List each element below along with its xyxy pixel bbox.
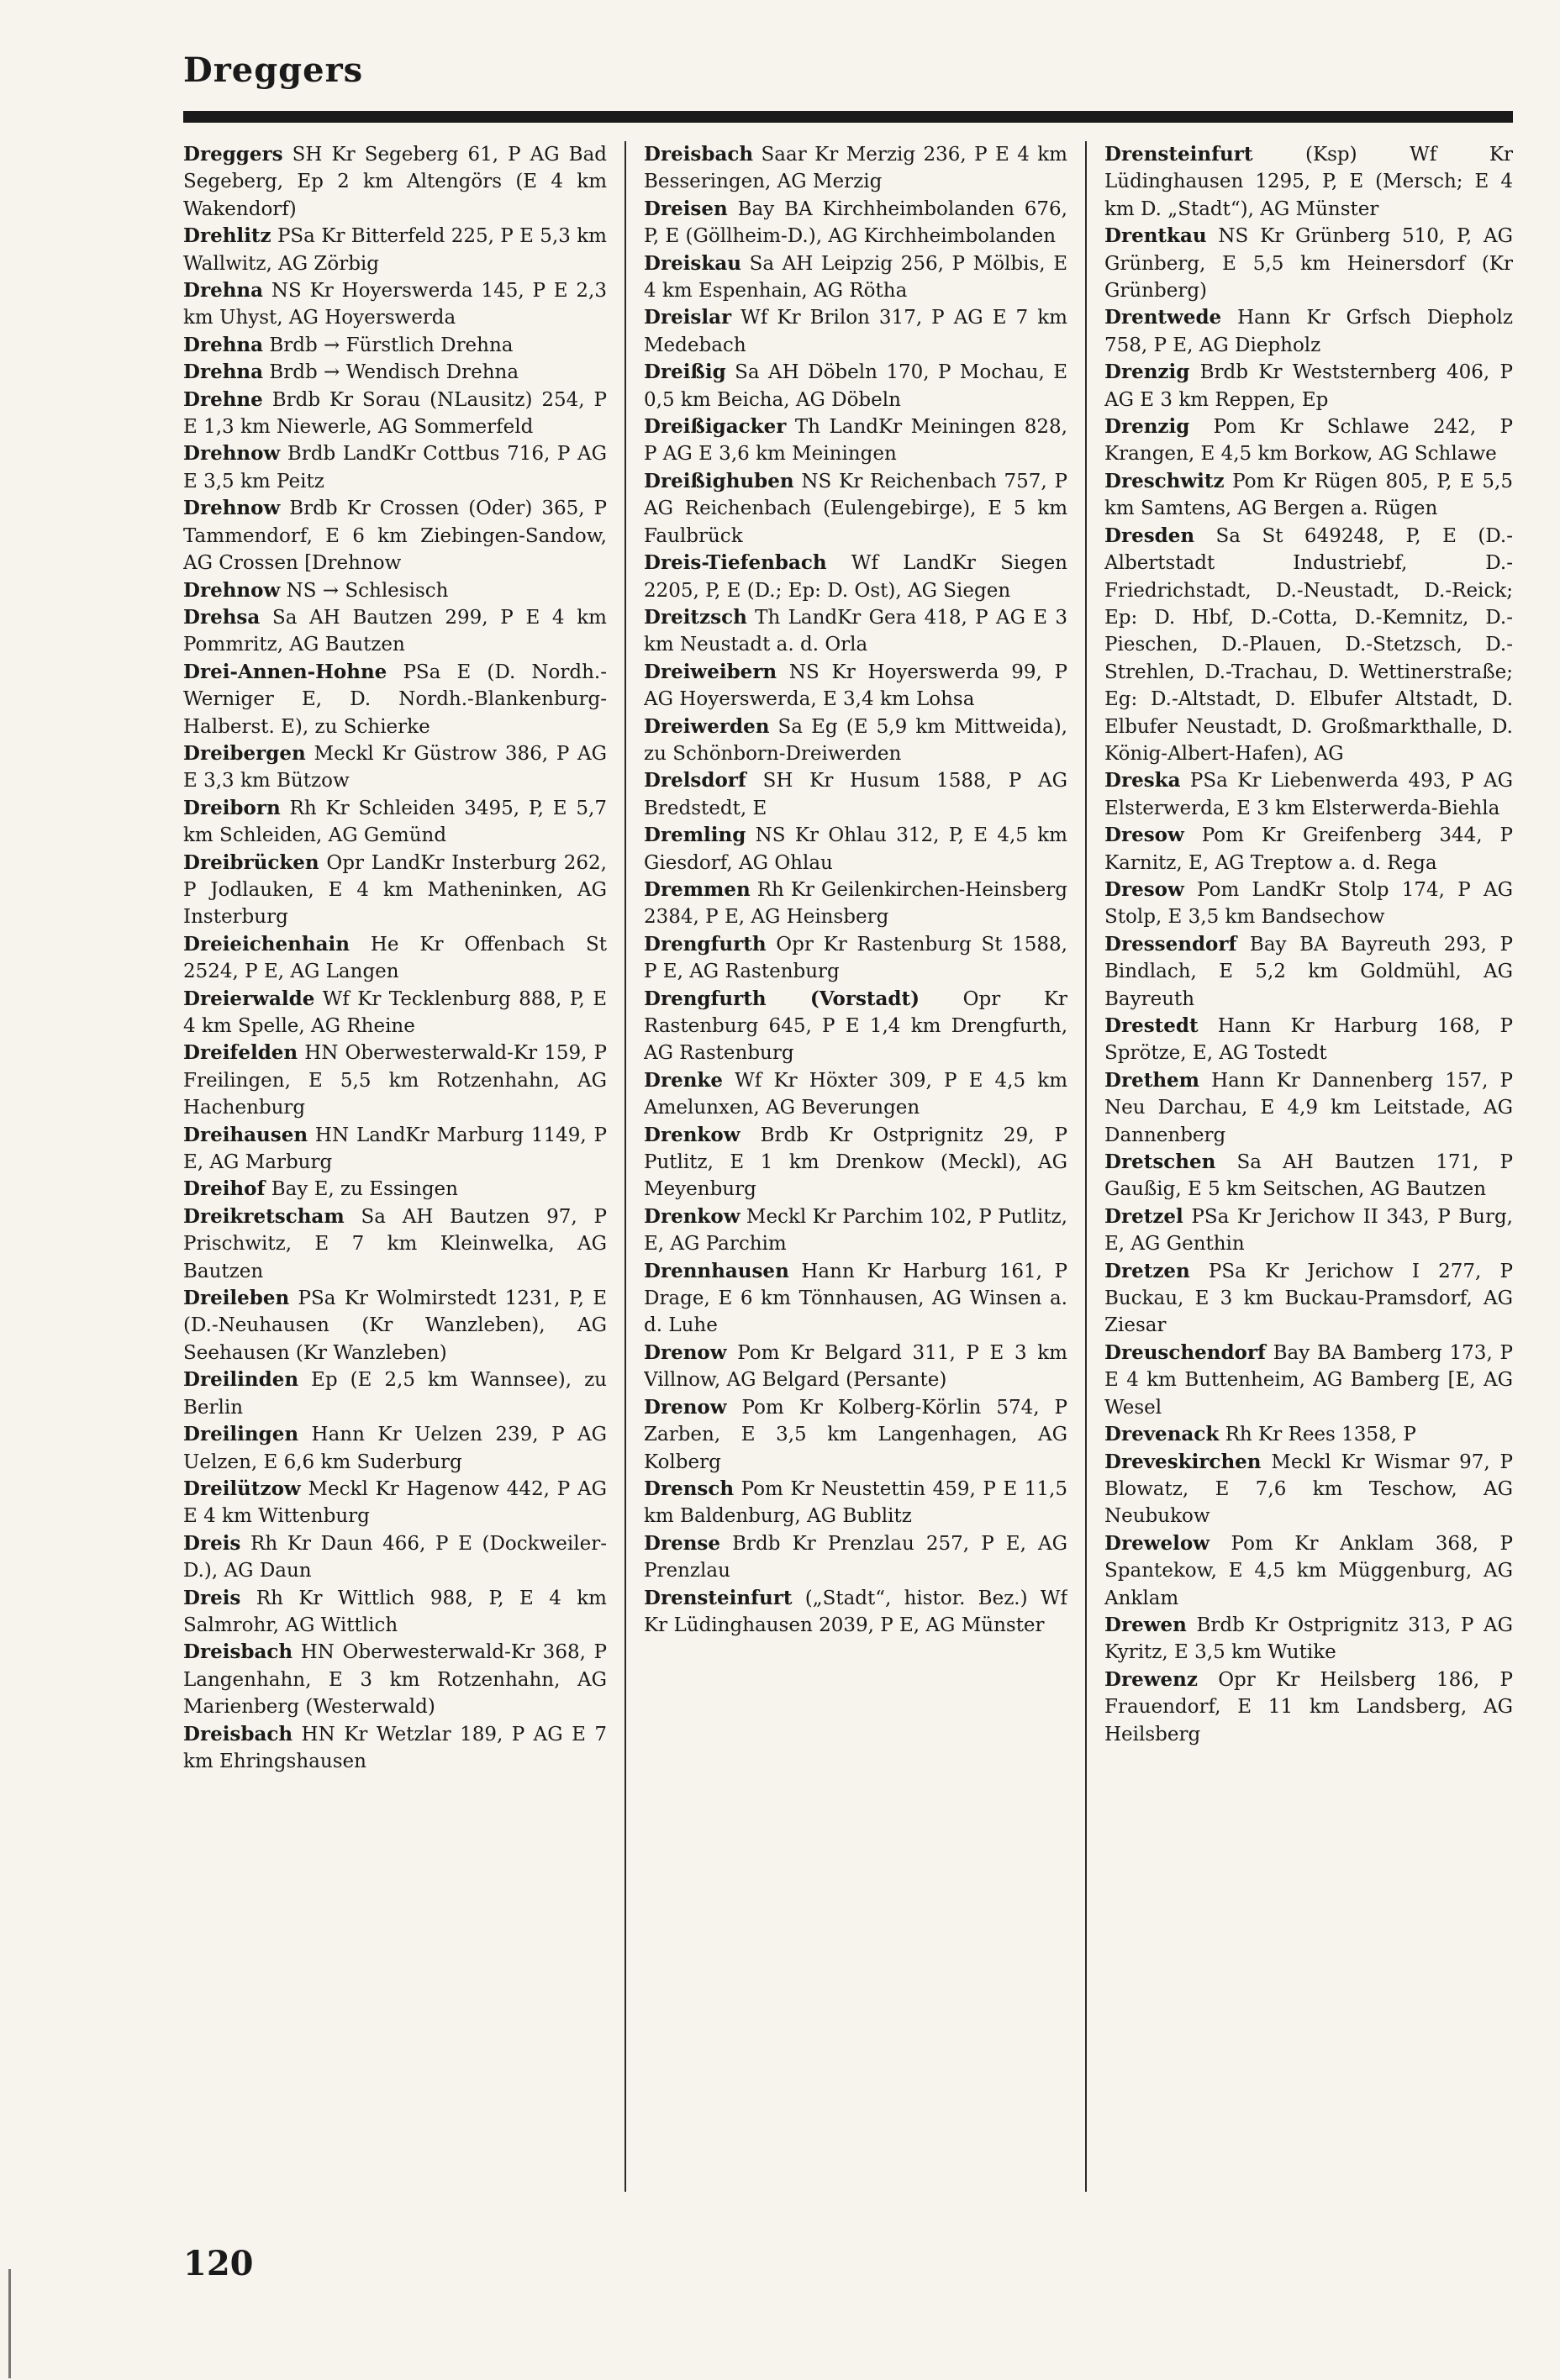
entry-headword: Drenkow xyxy=(644,1123,740,1146)
entry-text: Brdb Kr Sorau (NLausitz) 254, P E 1,3 km Niewerle, AG Sommerfeld xyxy=(183,388,607,439)
gazetteer-entry xyxy=(1104,304,1513,359)
gazetteer-entry xyxy=(1104,1530,1513,1612)
entry-headword: Dreveskirchen xyxy=(1104,1450,1262,1473)
entry-text: He Kr Offenbach St 2524, P E, AG Langen xyxy=(183,933,607,983)
entry-headword: Dreiborn xyxy=(183,796,281,819)
page-header xyxy=(0,0,1560,126)
entry-headword: Drethem xyxy=(1104,1068,1200,1092)
entry-headword: Dreihausen xyxy=(183,1123,308,1146)
entry-headword: Dreibergen xyxy=(183,741,306,765)
gazetteer-entry xyxy=(183,1176,607,1203)
entry-text: PSa Kr Jerichow II 343, P Burg, E, AG Genthin xyxy=(1104,1205,1513,1256)
entry-headword: Dretzel xyxy=(1104,1204,1183,1228)
gazetteer-entry xyxy=(644,659,1067,713)
entry-text: Opr Kr Rastenburg 645, P E 1,4 km Drengfurth, AG Rastenburg xyxy=(644,987,1067,1065)
entry-headword: Dreuschendorf xyxy=(1104,1340,1266,1364)
gazetteer-entry xyxy=(183,659,607,740)
entry-headword: Dreikretscham xyxy=(183,1204,345,1228)
entry-headword: Dresow xyxy=(1104,824,1184,847)
entry-headword: Dreisen xyxy=(644,197,728,220)
entry-text: Brdb Kr Weststernberg 406, P AG E 3 km Reppen, Ep xyxy=(1104,361,1513,411)
entry-text: Opr Kr Rastenburg St 1588, P E, AG Rastenburg xyxy=(644,933,1067,983)
entry-text: SH Kr Segeberg 61, P AG Bad Segeberg, Ep 2 km Altengörs (E 4 km Wakendorf) xyxy=(183,144,607,220)
entry-text: Wf LandKr Siegen 2205, P, E (D.; Ep: D. Ost), AG Siegen xyxy=(644,552,1067,602)
entry-headword: Dreifelden xyxy=(183,1041,298,1065)
gazetteer-entry xyxy=(183,1476,607,1530)
gazetteer-entry xyxy=(644,604,1067,659)
entry-text: Brdb Kr Ostprignitz 29, P Putlitz, E 1 km Drenkow (Meckl), AG Meyenburg xyxy=(644,1124,1067,1201)
entry-headword: Drenzig xyxy=(1104,361,1190,384)
entry-text: Bay BA Bayreuth 293, P Bindlach, E 5,2 km Goldmühl, AG Bayreuth xyxy=(1104,933,1513,1010)
entry-text: NS Kr Ohlau 312, P, E 4,5 km Giesdorf, AG Ohlau xyxy=(644,824,1067,874)
entry-headword: Drensteinfurt xyxy=(644,1586,793,1609)
entry-headword: Dreibrücken xyxy=(183,850,319,874)
gazetteer-entry xyxy=(644,822,1067,877)
entry-headword: Drenkow xyxy=(644,1204,740,1228)
gazetteer-entry xyxy=(183,986,607,1040)
entry-text: Pom Kr Schlawe 242, P Krangen, E 4,5 km Borkow, AG Schlawe xyxy=(1104,416,1513,466)
entry-headword: Dreis xyxy=(183,1586,241,1609)
column-divider xyxy=(1085,141,1087,2192)
entry-text: HN Oberwesterwald-Kr 368, P Langenhahn, E 3 km Rotzenhahn, AG Marienberg (Westerwald) xyxy=(183,1641,607,1719)
column-3 xyxy=(1104,141,1513,2217)
entry-headword: Dretschen xyxy=(1104,1151,1216,1174)
entry-headword: Dreierwalde xyxy=(183,987,315,1010)
gazetteer-entry xyxy=(183,1530,607,1585)
gazetteer-entry xyxy=(1104,1258,1513,1340)
gazetteer-entry xyxy=(1104,223,1513,304)
entry-text: Meckl Kr Hagenow 442, P AG E 4 km Wittenburg xyxy=(183,1477,607,1528)
gazetteer-entry xyxy=(183,387,607,441)
entry-text: PSa Kr Liebenwerda 493, P AG Elsterwerda, E 3 km Elsterwerda-Biehla xyxy=(1104,770,1513,819)
entry-headword: Dremling xyxy=(644,824,746,847)
entry-headword: Drehna xyxy=(183,333,264,356)
entry-headword: Dreieichenhain xyxy=(183,932,350,956)
entry-headword: Dressendorf xyxy=(1104,932,1237,956)
entry-headword: Dreggers xyxy=(183,143,283,166)
page-number: 120 xyxy=(183,2244,254,2283)
gazetteer-entry xyxy=(644,1203,1067,1258)
gazetteer-entry xyxy=(1104,1421,1513,1448)
entry-text: Hann Kr Dannenberg 157, P Neu Darchau, E 4,9 km Leitstade, AG Dannenberg xyxy=(1104,1069,1513,1146)
entry-headword: Drennhausen xyxy=(644,1259,789,1282)
entry-text: HN Kr Wetzlar 189, P AG E 7 km Ehringshausen xyxy=(183,1723,607,1772)
gazetteer-entry xyxy=(183,1639,607,1720)
entry-headword: Dreileben xyxy=(183,1287,290,1310)
running-head: Dreggers xyxy=(183,50,364,90)
gazetteer-entry xyxy=(644,1476,1067,1530)
entry-text: Brdb Kr Crossen (Oder) 365, P Tammendorf, E 6 km Ziebingen-Sandow, AG Crossen [Drehnow xyxy=(183,498,607,575)
gazetteer-entry xyxy=(183,1585,607,1640)
entry-text: Pom Kr Anklam 368, P Spantekow, E 4,5 km Müggenburg, AG Anklam xyxy=(1104,1532,1513,1609)
entry-text: Hann Kr Harburg 161, P Drage, E 6 km Tönnhausen, AG Winsen a. d. Luhe xyxy=(644,1260,1067,1337)
entry-text: Wf Kr Brilon 317, P AG E 7 km Medebach xyxy=(644,307,1067,356)
entry-text: Sa St 649248, P, E (D.-Albertstadt Industriebf, D.-Friedrichstadt, D.-Neustadt, D.-Reick; Ep: D. Hbf, D.-Cotta, D.-Kemnitz, D.-Pieschen, D.-Plauen, D.-Stetzsch, D.-Strehlen, D.-Trachau, D. Wettinerstraße; Eg: D.-Altstadt, D. Elbufer Altstadt, D. Elbufer Neustadt, D. Großmarkthalle, D. König-Albert-Hafen), AG xyxy=(1104,524,1513,765)
entry-text: Hann Kr Harburg 168, P Sprötze, E, AG Tostedt xyxy=(1104,1015,1513,1065)
entry-text: Brdb Kr Ostprignitz 313, P AG Kyritz, E 3,5 km Wutike xyxy=(1104,1614,1513,1664)
entry-text: Hann Kr Grfsch Diepholz 758, P E, AG Diepholz xyxy=(1104,307,1513,356)
gazetteer-entry xyxy=(1104,767,1513,822)
entry-text: SH Kr Husum 1588, P AG Bredstedt, E xyxy=(644,770,1067,819)
entry-text: Meckl Kr Güstrow 386, P AG E 3,3 km Bützow xyxy=(183,742,607,792)
gazetteer-entry xyxy=(644,196,1067,250)
entry-headword: Dreilingen xyxy=(183,1423,299,1446)
gazetteer-entry xyxy=(183,577,607,604)
entry-headword: Drestedt xyxy=(1104,1014,1199,1037)
entry-headword: Dresden xyxy=(1104,524,1195,547)
gazetteer-entry xyxy=(183,332,607,359)
entry-text: Pom Kr Belgard 311, P E 3 km Villnow, AG Belgard (Persante) xyxy=(644,1341,1067,1392)
gazetteer-entry xyxy=(644,1585,1067,1640)
entry-headword: Drehna xyxy=(183,279,264,303)
entry-text: Sa AH Bautzen 171, P Gaußig, E 5 km Seitschen, AG Bautzen xyxy=(1104,1151,1513,1201)
entry-headword: Dreitzsch xyxy=(644,605,747,629)
entry-text: Wf Kr Tecklenburg 888, P, E 4 km Spelle, AG Rheine xyxy=(183,987,607,1037)
entry-text: Th LandKr Gera 418, P AG E 3 km Neustadt a. d. Orla xyxy=(644,606,1067,656)
gazetteer-entry xyxy=(1104,1449,1513,1530)
entry-headword: Dreis xyxy=(183,1531,241,1555)
gazetteer-entry xyxy=(644,1122,1067,1203)
gazetteer-entry xyxy=(183,440,607,495)
entry-headword: Drehnow xyxy=(183,578,281,602)
entry-text: Bay BA Kirchheimbolanden 676, P, E (Göllheim-D.), AG Kirchheimbolanden xyxy=(644,197,1067,248)
entry-headword: Drewenz xyxy=(1104,1667,1198,1691)
entry-headword: Dreis-Tiefenbach xyxy=(644,551,827,575)
entry-text: Sa AH Leipzig 256, P Mölbis, E 4 km Espenhain, AG Rötha xyxy=(644,252,1067,303)
gazetteer-entry xyxy=(644,931,1067,986)
gazetteer-entry xyxy=(183,1285,607,1366)
gazetteer-entry xyxy=(1104,1013,1513,1067)
entry-text: Pom Kr Neustettin 459, P E 11,5 km Baldenburg, AG Bublitz xyxy=(644,1477,1067,1528)
entry-headword: Dreißig xyxy=(644,361,726,384)
gazetteer-entry xyxy=(183,277,607,332)
gazetteer-entry xyxy=(183,931,607,986)
gazetteer-entry xyxy=(644,877,1067,931)
entry-headword: Drenow xyxy=(644,1340,727,1364)
entry-text: Ep (E 2,5 km Wannsee), zu Berlin xyxy=(183,1369,607,1419)
entry-headword: Drehsa xyxy=(183,605,261,629)
gazetteer-entry xyxy=(183,1122,607,1177)
entry-headword: Dreilützow xyxy=(183,1477,301,1500)
entry-headword: Drengfurth (Vorstadt) xyxy=(644,987,920,1010)
entry-headword: Dreißighuben xyxy=(644,469,794,492)
entry-headword: Dreiskau xyxy=(644,251,741,275)
gazetteer-entry xyxy=(644,1258,1067,1340)
entry-headword: Dreiwerden xyxy=(644,714,770,738)
scan-edge-mark xyxy=(8,2269,11,2378)
gazetteer-entry xyxy=(644,1340,1067,1394)
entry-headword: Drewelow xyxy=(1104,1531,1210,1555)
entry-headword: Dreihof xyxy=(183,1177,266,1201)
entry-headword: Dresow xyxy=(1104,877,1184,901)
entry-text: Rh Kr Schleiden 3495, P, E 5,7 km Schleiden, AG Gemünd xyxy=(183,797,607,847)
gazetteer-entry xyxy=(183,1366,607,1421)
entry-text: PSa Kr Jerichow I 277, P Buckau, E 3 km Buckau-Pramsdorf, AG Ziesar xyxy=(1104,1260,1513,1337)
entry-text: Pom LandKr Stolp 174, P AG Stolp, E 3,5 km Bandsechow xyxy=(1104,878,1513,929)
gazetteer-entry xyxy=(183,223,607,277)
entry-text: („Stadt“, histor. Bez.) Wf Kr Lüdinghausen 2039, P E, AG Münster xyxy=(644,1587,1067,1636)
entry-text: HN Oberwesterwald-Kr 159, P Freilingen, E 5,5 km Rotzenhahn, AG Hachenburg xyxy=(183,1042,607,1119)
entry-text: Meckl Kr Wismar 97, P Blowatz, E 7,6 km Teschow, AG Neubukow xyxy=(1104,1451,1513,1528)
gazetteer-entry xyxy=(644,986,1067,1067)
entry-headword: Dretzen xyxy=(1104,1259,1190,1282)
entry-text: Sa Eg (E 5,9 km Mittweida), zu Schönborn-Dreiwerden xyxy=(644,715,1067,765)
gazetteer-entry xyxy=(183,1040,607,1121)
gazetteer-entry xyxy=(183,795,607,850)
entry-headword: Drewen xyxy=(1104,1613,1187,1636)
gazetteer-entry xyxy=(644,1530,1067,1585)
entry-text: Rh Kr Wittlich 988, P, E 4 km Salmrohr, AG Wittlich xyxy=(183,1587,607,1636)
column-divider xyxy=(625,141,626,2192)
entry-headword: Dreschwitz xyxy=(1104,469,1225,492)
gazetteer-entry xyxy=(644,413,1067,468)
entry-headword: Dreiweibern xyxy=(644,660,777,683)
entry-headword: Dreisbach xyxy=(183,1640,293,1664)
entry-headword: Drei-Annen-Hohne xyxy=(183,660,387,683)
gazetteer-entry xyxy=(1104,359,1513,413)
gazetteer-entry xyxy=(1104,1149,1513,1203)
gazetteer-entry xyxy=(1104,822,1513,877)
entry-text: Sa AH Döbeln 170, P Mochau, E 0,5 km Beicha, AG Döbeln xyxy=(644,361,1067,411)
entry-text: Bay E, zu Essingen xyxy=(265,1178,458,1201)
entry-text: Opr Kr Heilsberg 186, P Frauendorf, E 11 km Landsberg, AG Heilsberg xyxy=(1104,1668,1513,1746)
entry-headword: Drehna xyxy=(183,361,264,384)
gazetteer-entry xyxy=(1104,1067,1513,1149)
entry-headword: Drehne xyxy=(183,387,263,411)
entry-headword: Drehlitz xyxy=(183,224,271,248)
entry-text: HN LandKr Marburg 1149, P E, AG Marburg xyxy=(183,1124,607,1174)
entry-text: PSa E (D. Nordh.-Werniger E, D. Nordh.-Blankenburg-Halberst. E), zu Schierke xyxy=(183,661,607,738)
entry-headword: Dreilinden xyxy=(183,1368,299,1392)
entry-headword: Drensch xyxy=(644,1477,735,1500)
gazetteer-entry xyxy=(644,250,1067,305)
gazetteer-entry xyxy=(183,1721,607,1776)
entry-columns xyxy=(183,141,1513,2217)
entry-headword: Dreisbach xyxy=(644,143,754,166)
entry-text: Pom Kr Rügen 805, P, E 5,5 km Samtens, AG Bergen a. Rügen xyxy=(1104,470,1513,520)
entry-headword: Dreisbach xyxy=(183,1722,293,1746)
header-rule xyxy=(183,111,1513,123)
gazetteer-entry xyxy=(183,359,607,386)
gazetteer-entry xyxy=(644,1394,1067,1476)
entry-text: Sa AH Bautzen 97, P Prischwitz, E 7 km Kleinwelka, AG Bautzen xyxy=(183,1205,607,1282)
gazetteer-entry xyxy=(644,550,1067,604)
entry-text: PSa Kr Bitterfeld 225, P E 5,3 km Wallwitz, AG Zörbig xyxy=(183,225,607,275)
entry-text: NS Kr Hoyerswerda 99, P AG Hoyerswerda, E 3,4 km Lohsa xyxy=(644,661,1067,711)
entry-headword: Drentkau xyxy=(1104,224,1207,248)
entry-text: Hann Kr Uelzen 239, P AG Uelzen, E 6,6 km Suderburg xyxy=(183,1424,607,1473)
gazetteer-entry xyxy=(1104,1340,1513,1421)
entry-text: Brdb → Fürstlich Drehna xyxy=(263,334,514,356)
entry-text: NS Kr Reichenbach 757, P AG Reichenbach (Eulengebirge), E 5 km Faulbrück xyxy=(644,470,1067,547)
gazetteer-entry xyxy=(1104,468,1513,523)
entry-text: Pom Kr Greifenberg 344, P Karnitz, E, AG Treptow a. d. Rega xyxy=(1104,824,1513,874)
gazetteer-entry xyxy=(183,141,607,223)
gazetteer-entry xyxy=(1104,1612,1513,1667)
gazetteer-entry xyxy=(644,1067,1067,1122)
entry-text: (Ksp) Wf Kr Lüdinghausen 1295, P, E (Mersch; E 4 km D. „Stadt“), AG Münster xyxy=(1104,144,1513,220)
entry-text: Opr LandKr Insterburg 262, P Jodlauken, E 4 km Matheninken, AG Insterburg xyxy=(183,851,607,929)
entry-headword: Drenzig xyxy=(1104,415,1190,439)
gazetteer-entry xyxy=(183,604,607,659)
entry-text: Meckl Kr Parchim 102, P Putlitz, E, AG Parchim xyxy=(644,1205,1067,1256)
gazetteer-entry xyxy=(644,359,1067,413)
gazetteer-entry xyxy=(1104,413,1513,468)
entry-text: NS → Schlesisch xyxy=(280,579,449,602)
entry-headword: Dremmen xyxy=(644,877,751,901)
entry-text: Sa AH Bautzen 299, P E 4 km Pommritz, AG Bautzen xyxy=(183,606,607,656)
column-2 xyxy=(644,141,1067,2217)
entry-headword: Dreißigacker xyxy=(644,415,787,439)
entry-headword: Drentwede xyxy=(1104,306,1222,329)
entry-headword: Dreislar xyxy=(644,306,732,329)
entry-text: PSa Kr Wolmirstedt 1231, P, E (D.-Neuhausen (Kr Wanzleben), AG Seehausen (Kr Wanzleben) xyxy=(183,1287,607,1364)
entry-text: NS Kr Grünberg 510, P, AG Grünberg, E 5,5 km Heinersdorf (Kr Grünberg) xyxy=(1104,225,1513,303)
gazetteer-entry xyxy=(183,1203,607,1285)
entry-headword: Drelsdorf xyxy=(644,769,746,792)
entry-text: NS Kr Hoyerswerda 145, P E 2,3 km Uhyst, AG Hoyerswerda xyxy=(183,280,607,329)
entry-text: Rh Kr Daun 466, P E (Dockweiler-D.), AG Daun xyxy=(183,1532,607,1582)
gazetteer-entry xyxy=(1104,877,1513,931)
column-1 xyxy=(183,141,607,2217)
entry-headword: Drenke xyxy=(644,1068,723,1092)
entry-headword: Drensteinfurt xyxy=(1104,143,1253,166)
entry-text: Rh Kr Rees 1358, P xyxy=(1219,1424,1416,1446)
entry-headword: Drevenack xyxy=(1104,1423,1220,1446)
gazetteer-entry xyxy=(644,304,1067,359)
entry-headword: Drehnow xyxy=(183,497,281,520)
gazetteer-entry xyxy=(183,740,607,795)
entry-headword: Drense xyxy=(644,1531,721,1555)
gazetteer-entry xyxy=(644,767,1067,822)
entry-text: Pom Kr Kolberg-Körlin 574, P Zarben, E 3,5 km Langenhagen, AG Kolberg xyxy=(644,1396,1067,1473)
gazetteer-entry xyxy=(183,850,607,931)
entry-text: Bay BA Bamberg 173, P E 4 km Buttenheim, AG Bamberg [E, AG Wesel xyxy=(1104,1341,1513,1419)
gazetteer-entry xyxy=(644,713,1067,768)
gazetteer-entry xyxy=(183,1421,607,1476)
entry-headword: Drehnow xyxy=(183,442,281,466)
gazetteer-entry xyxy=(1104,1203,1513,1258)
gazetteer-entry xyxy=(644,141,1067,196)
entry-text: Saar Kr Merzig 236, P E 4 km Besseringen, AG Merzig xyxy=(644,144,1067,193)
entry-headword: Drenow xyxy=(644,1395,727,1419)
entry-text: Wf Kr Höxter 309, P E 4,5 km Amelunxen, AG Beverungen xyxy=(644,1069,1067,1119)
gazetteer-entry xyxy=(1104,523,1513,768)
entry-text: Rh Kr Geilenkirchen-Heinsberg 2384, P E, AG Heinsberg xyxy=(644,878,1067,929)
gazetteer-entry xyxy=(183,495,607,577)
entry-text: Brdb → Wendisch Drehna xyxy=(263,361,519,384)
entry-text: Brdb Kr Prenzlau 257, P E, AG Prenzlau xyxy=(644,1532,1067,1582)
entry-text: Th LandKr Meiningen 828, P AG E 3,6 km Meiningen xyxy=(644,416,1067,466)
gazetteer-entry xyxy=(644,468,1067,550)
entry-headword: Dreska xyxy=(1104,769,1181,792)
entry-text: Brdb LandKr Cottbus 716, P AG E 3,5 km Peitz xyxy=(183,443,607,492)
gazetteer-entry xyxy=(1104,931,1513,1013)
entry-headword: Drengfurth xyxy=(644,932,767,956)
gazetteer-entry xyxy=(1104,141,1513,223)
gazetteer-entry xyxy=(1104,1667,1513,1748)
